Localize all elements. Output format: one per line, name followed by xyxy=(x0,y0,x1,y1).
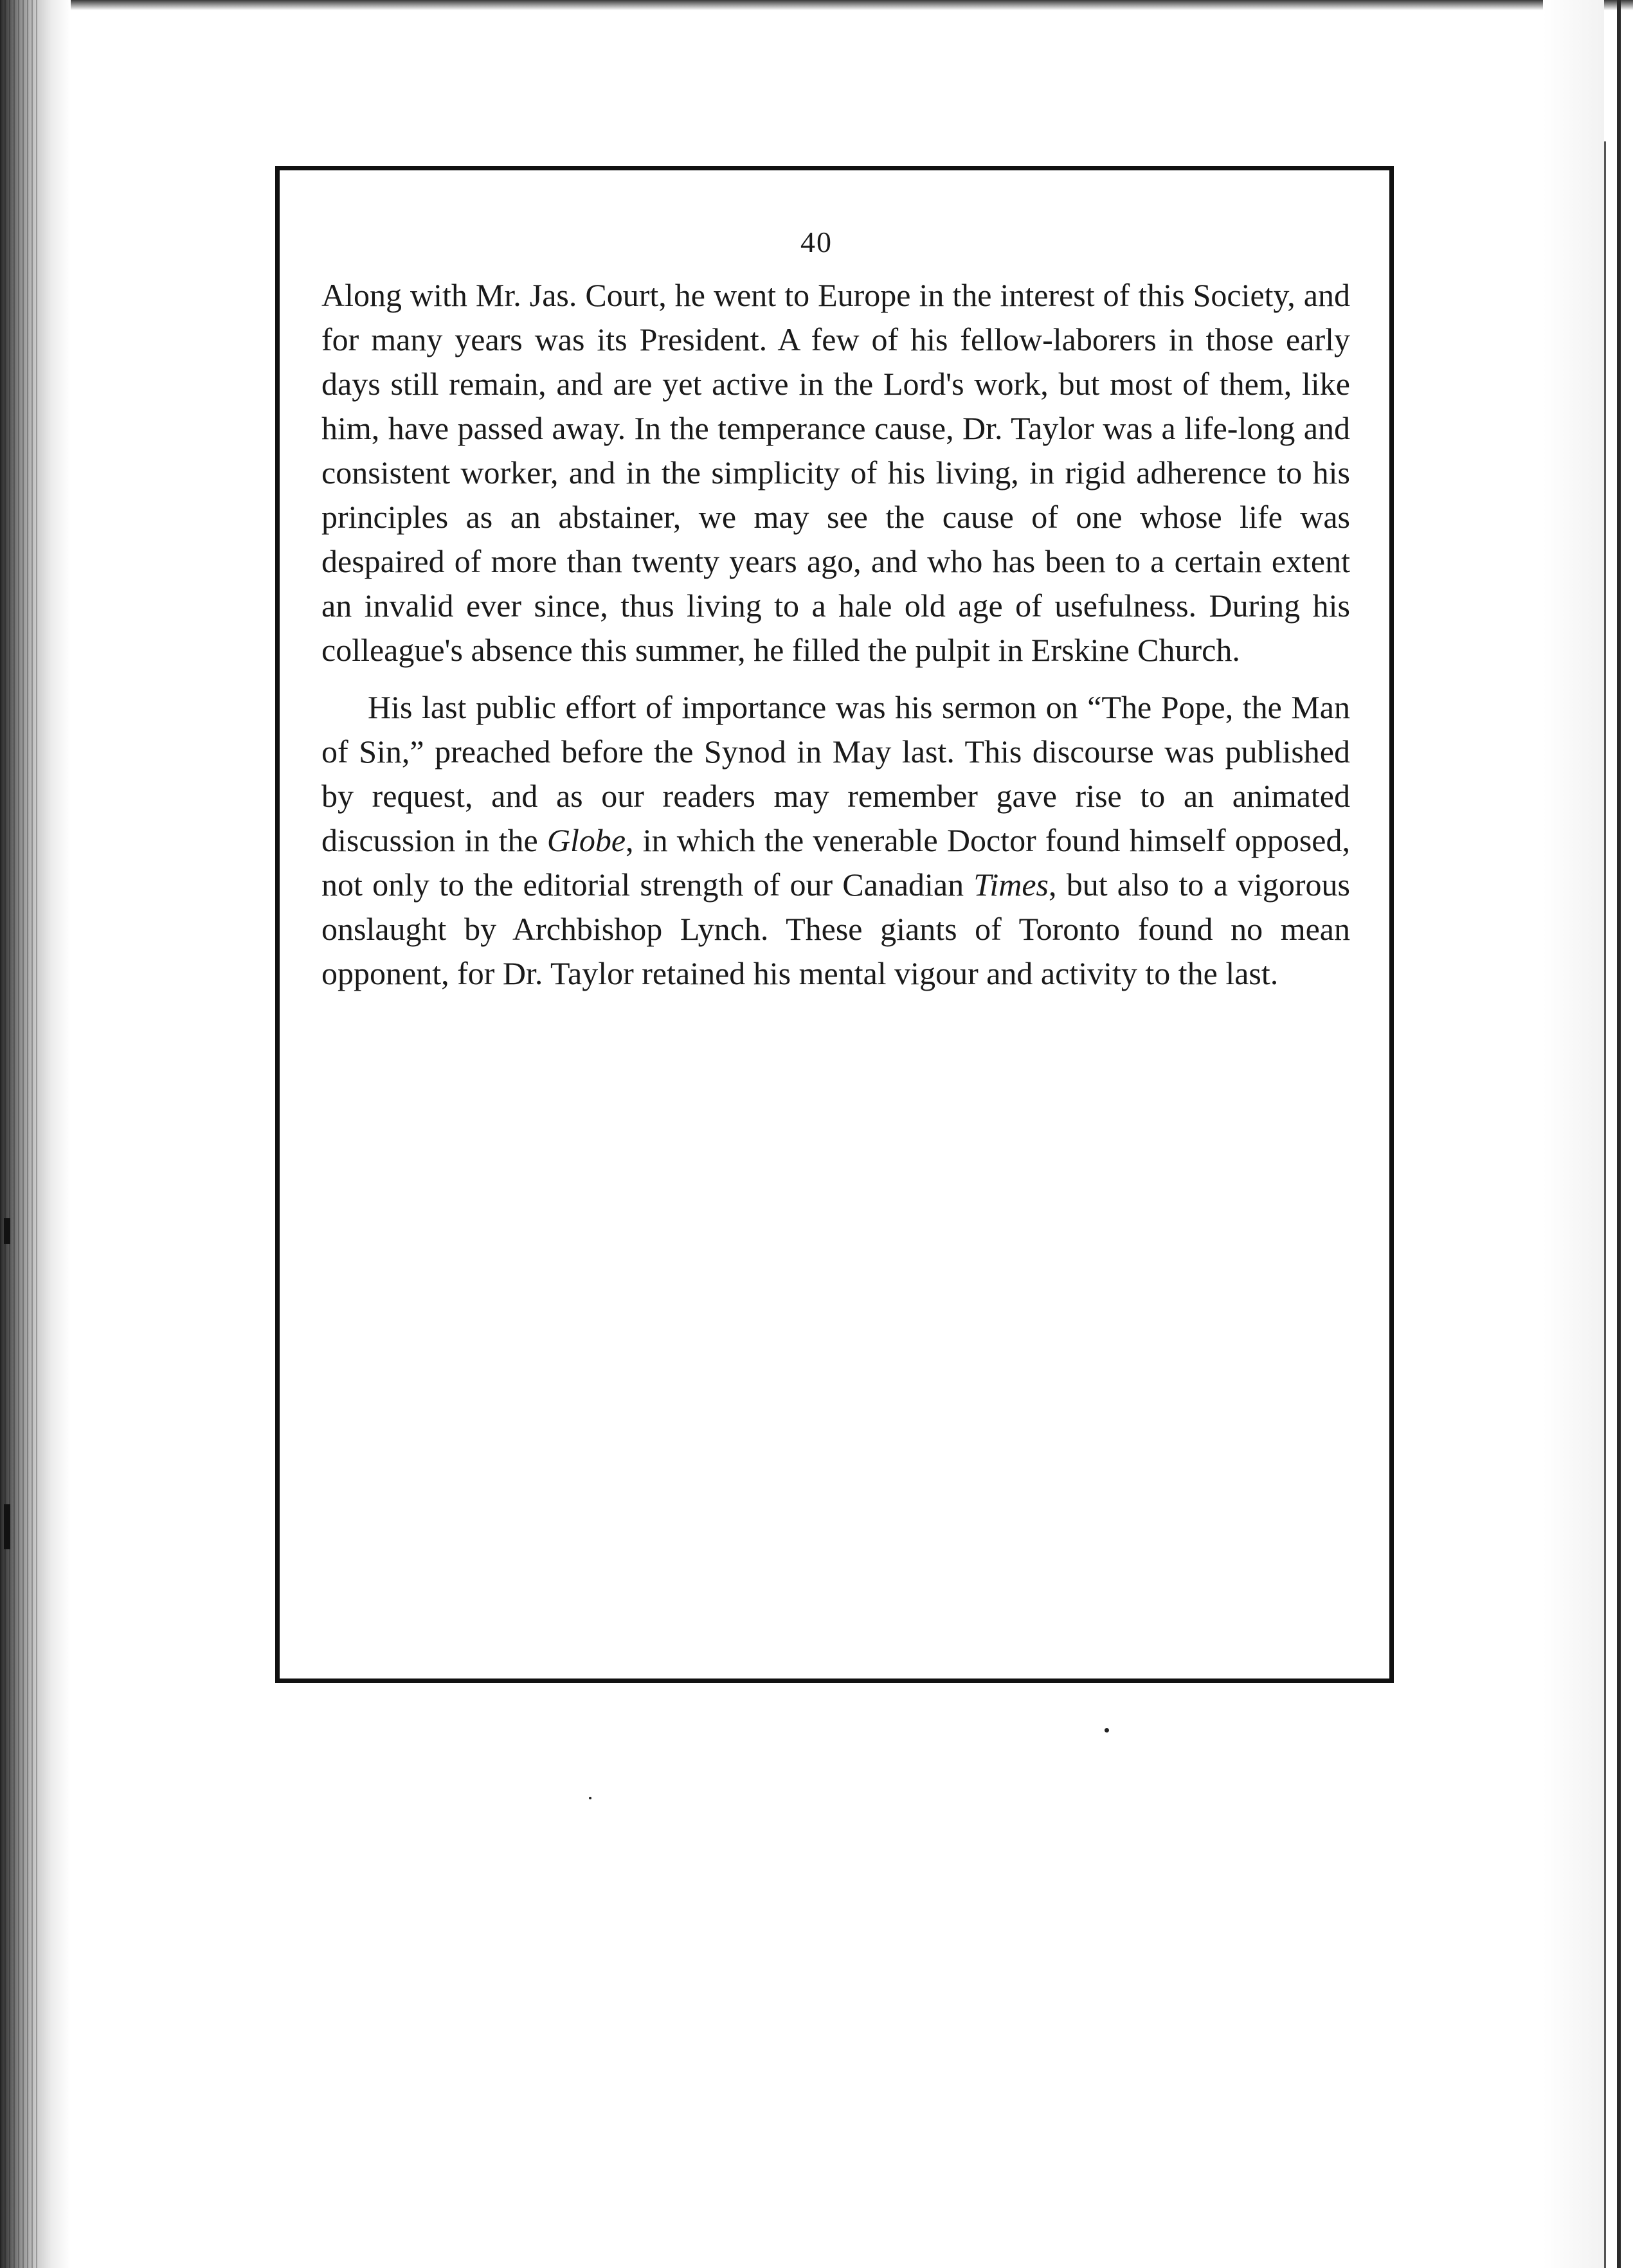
scan-speck xyxy=(1105,1728,1109,1733)
newspaper-title-times: Times xyxy=(973,867,1049,903)
paragraph-2 xyxy=(321,685,1350,996)
scan-right-edge-thin xyxy=(1604,141,1606,2268)
scan-page-stack xyxy=(0,0,39,2268)
scan-right-gutter xyxy=(1543,0,1604,2268)
scan-speck-small xyxy=(589,1797,591,1799)
scan-right-edge xyxy=(1617,0,1621,2268)
scan-top-edge xyxy=(0,0,1633,10)
paragraph-1: Along with Mr. Jas. Court, he went to Europe in the interest of this Society, and for many years was its President. A few of his fellow-laborers in those early days still remain, and are yet active in the Lord's work, but most of them, like him, have passed away. In the temperance cause, Dr. Taylor was a life-long and consistent worker, and in the simplicity of his living, in rigid adherence to his principles as an abstainer, we may see the cause of one whose life was despaired of more than twenty years ago, and who has been to a certain extent an invalid ever since, thus living to a hale old age of usefulness. During his colleague's absence this summer, he filled the pulpit in Erskine Church. xyxy=(321,277,1350,668)
paragraph-2-part-1: His last public effort of importance was his sermon on “The Pope, the Man of Sin,” preached before the Synod in May last. This discourse was published by request, and as our readers may remember gave rise to an animated discussion in the xyxy=(321,689,1350,858)
newspaper-title-globe: Globe xyxy=(546,822,626,858)
scan-left-mark-upper xyxy=(4,1218,10,1244)
paragraph-2-part-2: , in which the venerable Doctor found himself opposed, not only to the editorial strength of our Canadian xyxy=(321,822,1350,903)
scan-left-mark-lower xyxy=(4,1504,10,1549)
page-number: 40 xyxy=(800,226,833,258)
paragraph-2-part-3: , but also to a vigorous onslaught by Archbishop Lynch. These giants of Toronto found no mean opponent, for Dr. Taylor retained his mental vigour and activity to the last. xyxy=(321,867,1350,991)
body-text xyxy=(321,273,1350,996)
